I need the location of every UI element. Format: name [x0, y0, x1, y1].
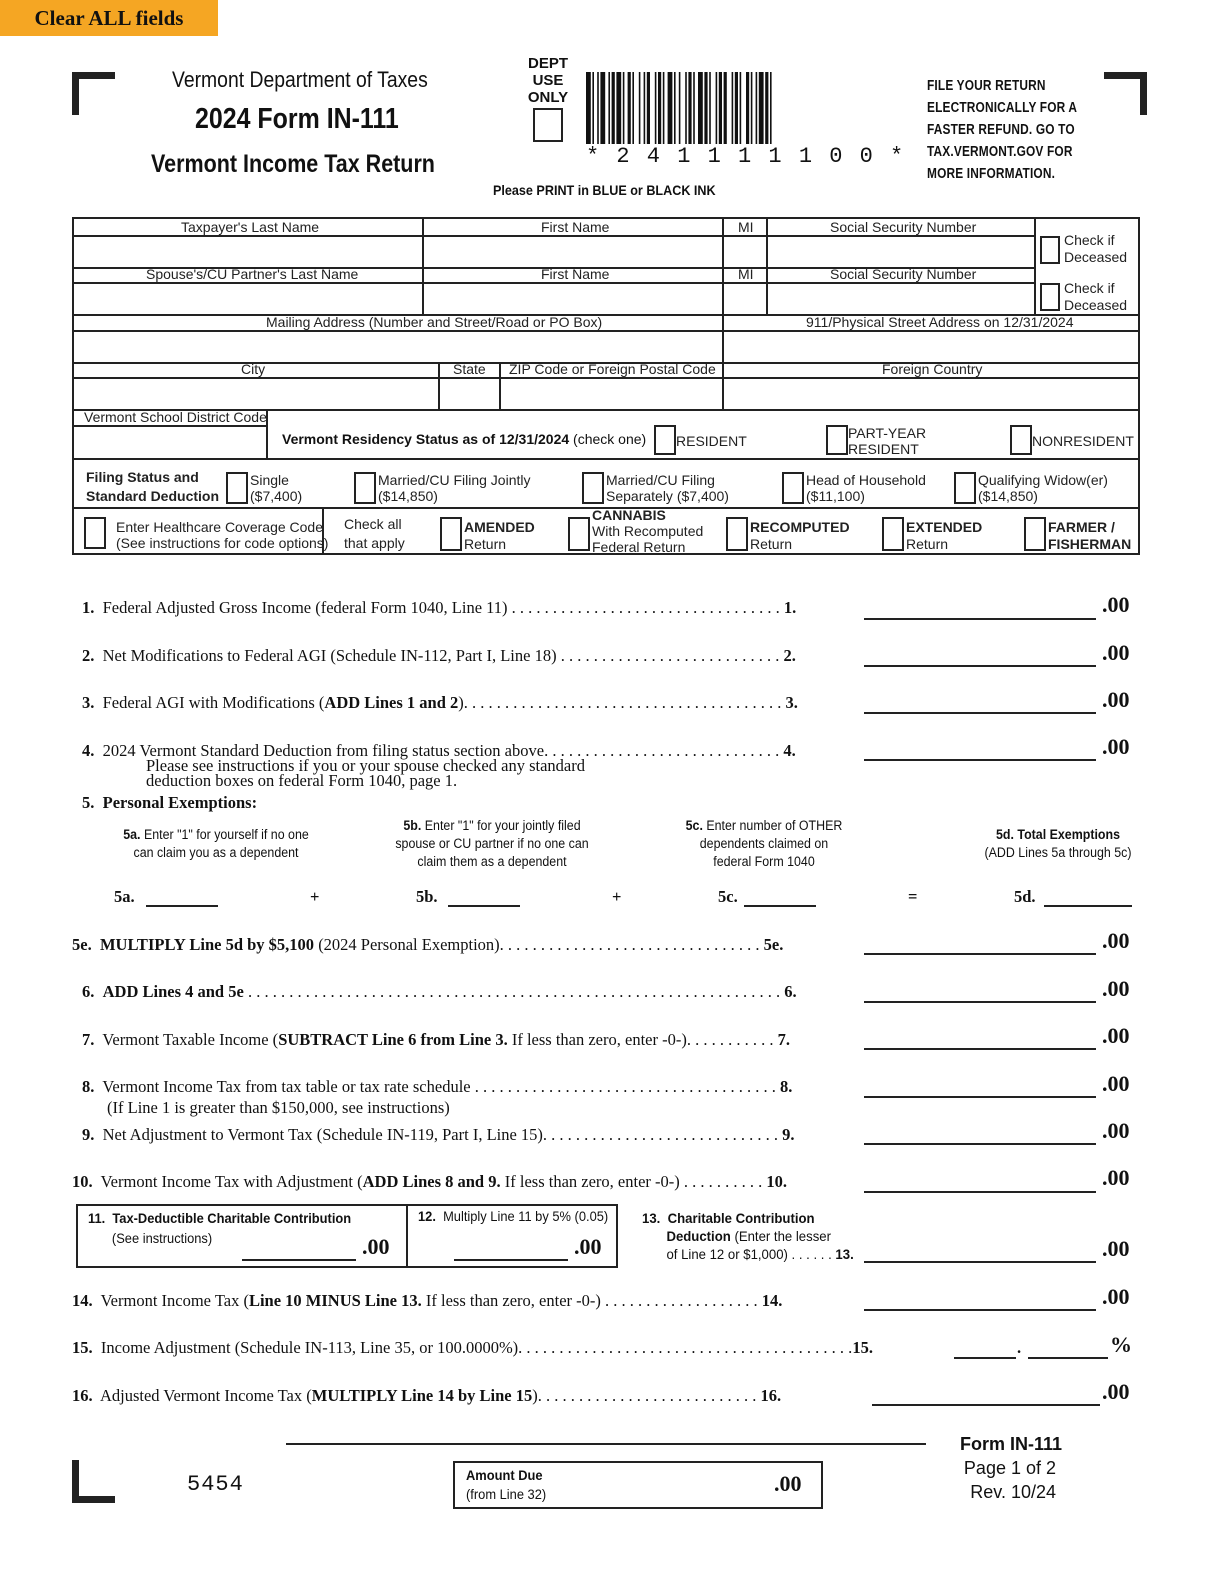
state-label: State — [453, 361, 486, 377]
line-5a-description: 5a. Enter "1" for yourself if no one can claim you as a dependent — [123, 827, 309, 860]
barcode-bar — [704, 72, 707, 144]
plus-sign-2: + — [612, 887, 622, 906]
line-11-label: 11. Tax-Deductible Charitable Contribution (See instructions) — [88, 1210, 352, 1246]
taxpayer-last-name-input[interactable] — [78, 238, 422, 268]
corner-mark-bottom-left — [72, 1460, 115, 1503]
line-5c-input[interactable] — [744, 905, 816, 907]
taxpayer-deceased-checkbox[interactable] — [1040, 236, 1060, 264]
physical-address-label: 911/Physical Street Address on 12/31/2024 — [806, 314, 1074, 330]
barcode-text: * 2 4 1 1 1 1 1 0 0 * — [586, 144, 906, 169]
barcode-bar — [658, 72, 661, 144]
filing-joint-label: Married/CU Filing Jointly ($14,850) — [378, 472, 531, 504]
filing-separate-label: Married/CU Filing Separately ($7,400) — [606, 472, 729, 504]
taxpayer-last-name-label: Taxpayer's Last Name — [181, 219, 320, 235]
form-title: 2024 Form IN-111 — [195, 103, 399, 135]
spouse-ssn-label: Social Security Number — [830, 266, 977, 282]
line-5c-label: 5c. — [718, 887, 738, 906]
line-15-whole-input[interactable] — [954, 1357, 1016, 1359]
plus-sign-1: + — [310, 887, 320, 906]
barcode-bar — [663, 72, 665, 144]
line-8-note: (If Line 1 is greater than $150,000, see instructions) — [107, 1098, 450, 1117]
taxpayer-mi-input[interactable] — [726, 238, 766, 268]
line-9-amount-input[interactable] — [864, 1143, 1096, 1145]
filing-widow-checkbox[interactable] — [954, 472, 976, 504]
taxpayer-ssn-label: Social Security Number — [830, 219, 977, 235]
form-subtitle: Vermont Income Tax Return — [151, 150, 435, 178]
zip-label: ZIP Code or Foreign Postal Code — [509, 361, 716, 377]
filing-hoh-checkbox[interactable] — [782, 472, 804, 504]
line-11-amount-input[interactable] — [242, 1259, 356, 1261]
efile-notice: FILE YOUR RETURN ELECTRONICALLY FOR A FASTER REFUND. GO TO TAX.VERMONT.GOV FOR MORE INFORMATION. — [927, 78, 1078, 182]
taxpayer-info-grid — [72, 217, 1140, 555]
mailing-address-label: Mailing Address (Number and Street/Road or PO Box) — [266, 314, 603, 330]
resident-checkbox[interactable] — [654, 425, 676, 455]
line-13-amount-input[interactable] — [864, 1261, 1096, 1263]
line-15-percent: % — [1110, 1332, 1132, 1357]
spouse-first-name-input[interactable] — [426, 285, 722, 315]
line-1: 1. Federal Adjusted Gross Income (federal Form 1040, Line 11) . . . . . . . . . . . . . . . . . . . . . . . . . . . . . . . . . 1. — [82, 598, 797, 617]
recomputed-label: RECOMPUTED Return — [750, 519, 850, 552]
barcode-bar — [628, 72, 631, 144]
barcode-bar — [735, 72, 738, 144]
cannabis-checkbox[interactable] — [568, 517, 590, 551]
line-2: 2. Net Modifications to Federal AGI (Schedule IN-112, Part I, Line 18) . . . . . . . . . . . . . . . . . . . . . . . . . . . 2. — [82, 646, 796, 665]
amount-due-label: Amount Due (from Line 32) — [466, 1467, 547, 1502]
filing-widow-label: Qualifying Widow(er) ($14,850) — [978, 472, 1108, 504]
line-5d-description: 5d. Total Exemptions (ADD Lines 5a through 5c) — [984, 827, 1132, 860]
barcode-bar — [693, 72, 695, 144]
barcode-bar — [716, 72, 718, 144]
barcode — [584, 72, 884, 144]
line-6: 6. ADD Lines 4 and 5e . . . . . . . . . . . . . . . . . . . . . . . . . . . . . . . . . . . . . . . . . . . . . . . . . . . . . . . . . . . . . . . . . 6. — [82, 982, 797, 1001]
line-12-cents: .00 — [574, 1234, 602, 1259]
line-9-cents: .00 — [1102, 1118, 1130, 1143]
barcode-bar — [685, 72, 687, 144]
healthcare-code-input[interactable] — [84, 517, 106, 549]
spouse-first-name-label: First Name — [541, 266, 610, 282]
farmer-label: FARMER / FISHERMAN — [1048, 519, 1132, 552]
barcode-bar — [644, 72, 646, 144]
line-2-cents: .00 — [1102, 640, 1130, 665]
school-district-label: Vermont School District Code — [84, 409, 267, 425]
farmer-checkbox[interactable] — [1024, 517, 1046, 551]
line-16-amount-input[interactable] — [872, 1404, 1100, 1406]
extended-checkbox[interactable] — [882, 517, 904, 551]
barcode-bar — [632, 72, 634, 144]
line-16-cents: .00 — [1102, 1379, 1130, 1404]
barcode-bar — [592, 72, 594, 144]
barcode-bar — [612, 72, 615, 144]
line-5b-input[interactable] — [448, 905, 520, 907]
spouse-mi-label: MI — [738, 266, 754, 282]
line-7-amount-input[interactable] — [864, 1048, 1096, 1050]
line-15: 15. Income Adjustment (Schedule IN-113, Line 35, or 100.0000%). . . . . . . . . . . . . . . . . . . . . . . . . . . . . . . . . . . . . . . . .15. — [72, 1338, 873, 1357]
line-14-cents: .00 — [1102, 1284, 1130, 1309]
barcode-bar — [668, 72, 673, 144]
barcode-bar — [597, 72, 599, 144]
amount-due-input[interactable] — [580, 1472, 774, 1502]
line-8: 8. Vermont Income Tax from tax table or tax rate schedule . . . . . . . . . . . . . . . . . . . . . . . . . . . . . . . . . . . . . 8. — [82, 1077, 793, 1096]
clear-all-fields-button[interactable]: Clear ALL fields — [0, 0, 218, 36]
part-year-checkbox[interactable] — [826, 425, 848, 455]
line-1-cents: .00 — [1102, 592, 1130, 617]
barcode-bar — [709, 72, 711, 144]
barcode-bar — [751, 72, 753, 144]
line-5b-label: 5b. — [416, 887, 438, 906]
line-5d-input[interactable] — [1044, 905, 1132, 907]
barcode-bar — [746, 72, 749, 144]
line-5e-amount-input[interactable] — [864, 953, 1096, 955]
barcode-bar — [639, 72, 641, 144]
amended-checkbox[interactable] — [440, 517, 462, 551]
taxpayer-first-name-input[interactable] — [426, 238, 722, 268]
line-5-title: 5. Personal Exemptions: — [82, 793, 258, 812]
barcode-bar — [616, 72, 621, 144]
barcode-bar — [765, 72, 768, 144]
line-3-amount-input[interactable] — [864, 712, 1096, 714]
filing-hoh-label: Head of Household ($11,100) — [806, 472, 926, 504]
zip-input[interactable] — [504, 380, 722, 410]
filing-joint-checkbox[interactable] — [354, 472, 376, 504]
barcode-bar — [724, 72, 727, 144]
line-14: 14. Vermont Income Tax (Line 10 MINUS Line 13. If less than zero, enter -0-) . . . . . . . . . . . . . . . . . . . 14. — [72, 1291, 783, 1310]
equals-sign: = — [908, 887, 918, 906]
spouse-deceased-label: Check if Deceased — [1064, 280, 1128, 313]
amount-due-cents: .00 — [774, 1471, 802, 1496]
filing-single-label: Single ($7,400) — [250, 472, 303, 504]
physical-address-input[interactable] — [726, 333, 1140, 363]
line-3: 3. Federal AGI with Modifications (ADD Lines 1 and 2). . . . . . . . . . . . . . . . . . . . . . . . . . . . . . . . . . . . . . . 3. — [82, 693, 798, 712]
barcode-bar — [674, 72, 676, 144]
barcode-bar — [623, 72, 625, 144]
barcode-bar — [732, 72, 734, 144]
dept-use-only-label: DEPT USE ONLY — [527, 55, 569, 106]
line-11-cents: .00 — [362, 1234, 390, 1259]
line-7: 7. Vermont Taxable Income (SUBTRACT Line 6 from Line 3. If less than zero, enter -0-). . . . . . . . . . . 7. — [82, 1030, 790, 1049]
nonresident-checkbox[interactable] — [1010, 425, 1032, 455]
part-year-label: PART-YEAR RESIDENT — [848, 425, 927, 457]
school-district-input[interactable] — [78, 428, 266, 458]
line-12-amount-input[interactable] — [454, 1259, 568, 1261]
line-8-cents: .00 — [1102, 1071, 1130, 1096]
nonresident-label: NONRESIDENT — [1032, 433, 1134, 449]
line-10: 10. Vermont Income Tax with Adjustment (ADD Lines 8 and 9. If less than zero, enter -0-) . . . . . . . . . . 10. — [72, 1172, 787, 1191]
line-7-cents: .00 — [1102, 1023, 1130, 1048]
line-16: 16. Adjusted Vermont Income Tax (MULTIPLY Line 14 by Line 15). . . . . . . . . . . . . . . . . . . . . . . . . . . 16. — [72, 1386, 782, 1405]
barcode-bar — [759, 72, 764, 144]
line-1-amount-input[interactable] — [864, 618, 1096, 620]
line-4-note: Please see instructions if you or your spouse checked any standard deduction boxes on federal Form 1040, page 1. — [146, 756, 585, 790]
line-9: 9. Net Adjustment to Vermont Tax (Schedule IN-119, Part I, Line 15). . . . . . . . . . . . . . . . . . . . . . . . . . . . . 9. — [82, 1125, 795, 1144]
line-12-label: 12. Multiply Line 11 by 5% (0.05) — [418, 1208, 609, 1224]
line-5d-label: 5d. — [1014, 887, 1036, 906]
filing-single-checkbox[interactable] — [226, 472, 248, 504]
line-10-cents: .00 — [1102, 1165, 1130, 1190]
recomputed-checkbox[interactable] — [726, 517, 748, 551]
check-all-label: Check all that apply — [344, 516, 405, 551]
line-10-amount-input[interactable] — [864, 1191, 1096, 1193]
dept-use-checkbox[interactable] — [533, 108, 563, 142]
corner-mark-top-right — [1104, 72, 1147, 115]
line-5e: 5e. MULTIPLY Line 5d by $5,100 (2024 Personal Exemption). . . . . . . . . . . . . . . . . . . . . . . . . . . . . . . . 5e. — [72, 935, 784, 954]
city-label: City — [241, 361, 266, 377]
spouse-deceased-checkbox[interactable] — [1040, 283, 1060, 311]
barcode-bar — [647, 72, 650, 144]
spouse-mi-input[interactable] — [726, 285, 766, 315]
cannabis-label: CANNABIS With Recomputed Federal Return — [592, 507, 704, 555]
barcode-bar — [688, 72, 691, 144]
line-4-amount-input[interactable] — [864, 759, 1096, 761]
line-4: 4. 2024 Vermont Standard Deduction from filing status section above. . . . . . . . . . . . . . . . . . . . . . . . . . . . . 4. — [82, 741, 796, 760]
corner-mark-top-left — [72, 72, 115, 115]
barcode-bar — [586, 72, 591, 144]
line-15-fraction-input[interactable] — [1028, 1357, 1108, 1359]
city-input[interactable] — [78, 380, 438, 410]
barcode-bar — [600, 72, 605, 144]
filing-status-title: Filing Status and Standard Deduction — [86, 469, 220, 504]
barcode-bar — [719, 72, 722, 144]
resident-label: RESIDENT — [676, 433, 747, 449]
line-14-amount-input[interactable] — [864, 1309, 1096, 1311]
line-5a-label: 5a. — [114, 887, 135, 906]
line-6-amount-input[interactable] — [864, 1001, 1096, 1003]
line-4-cents: .00 — [1102, 734, 1130, 759]
residency-status-label: Vermont Residency Status as of 12/31/2024 (check one) — [282, 431, 647, 447]
line-15-decimal: . — [1017, 1338, 1022, 1357]
line-5c-description: 5c. Enter number of OTHER dependents claimed on federal Form 1040 — [685, 818, 843, 869]
form-id-block: Form IN-111 Page 1 of 2 Rev. 10/24 — [960, 1434, 1063, 1502]
line-3-cents: .00 — [1102, 687, 1130, 712]
line-13-cents: .00 — [1102, 1236, 1130, 1261]
barcode-bar — [608, 72, 610, 144]
taxpayer-deceased-label: Check if Deceased — [1064, 232, 1128, 265]
foreign-country-label: Foreign Country — [882, 361, 983, 377]
barcode-bar — [679, 72, 681, 144]
spouse-last-name-label: Spouse's/CU Partner's Last Name — [146, 266, 359, 282]
taxpayer-ssn-input[interactable] — [770, 238, 1034, 268]
form-code: 5454 — [187, 1472, 244, 1497]
state-input[interactable] — [442, 380, 500, 410]
line-5b-description: 5b. Enter "1" for your jointly filed spouse or CU partner if no one can claim them as a dependent — [395, 818, 589, 869]
barcode-bar — [698, 72, 703, 144]
taxpayer-first-name-label: First Name — [541, 219, 610, 235]
taxpayer-mi-label: MI — [738, 219, 754, 235]
healthcare-code-label: Enter Healthcare Coverage Code (See instructions for code options) — [116, 519, 329, 551]
barcode-bar — [740, 72, 742, 144]
mailing-address-input[interactable] — [78, 333, 722, 363]
agency-name: Vermont Department of Taxes — [172, 67, 428, 92]
extended-label: EXTENDED Return — [906, 519, 983, 552]
barcode-bar — [770, 72, 772, 144]
barcode-bar — [756, 72, 758, 144]
line-5e-cents: .00 — [1102, 928, 1130, 953]
spouse-last-name-input[interactable] — [78, 285, 422, 315]
line-5a-input[interactable] — [146, 905, 218, 907]
print-ink-note: Please PRINT in BLUE or BLACK INK — [493, 182, 716, 198]
line-2-amount-input[interactable] — [864, 665, 1096, 667]
line-13-label: 13. Charitable Contribution Deduction (Enter the lesser of Line 12 or $1,000) . . . . . . 13. — [642, 1210, 854, 1262]
foreign-country-input[interactable] — [726, 380, 1140, 410]
barcode-bar — [655, 72, 657, 144]
amended-label: AMENDED Return — [464, 519, 535, 552]
line-8-amount-input[interactable] — [864, 1096, 1096, 1098]
footer-divider — [286, 1443, 926, 1445]
line-6-cents: .00 — [1102, 976, 1130, 1001]
spouse-ssn-input[interactable] — [770, 285, 1034, 315]
filing-separate-checkbox[interactable] — [582, 472, 604, 504]
